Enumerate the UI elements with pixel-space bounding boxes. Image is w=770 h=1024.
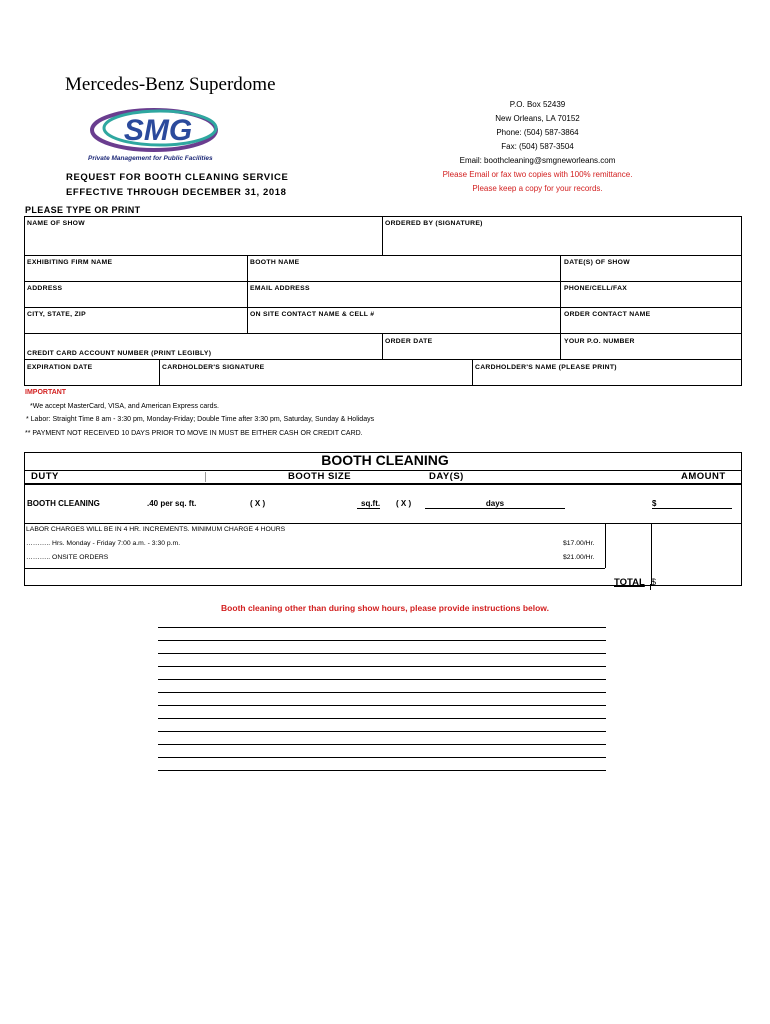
weekday-rate: $17.00/Hr. [563, 540, 595, 547]
instruction-line[interactable] [158, 705, 606, 706]
instruction-line[interactable] [158, 692, 606, 693]
instruction-line[interactable] [158, 770, 606, 771]
col-duty: DUTY [31, 471, 59, 482]
order-date-field[interactable]: ORDER DATE [385, 338, 433, 345]
phone: Phone: (504) 587-3864 [496, 128, 579, 137]
instructions-heading: Booth cleaning other than during show hours, please provide instructions below. [221, 603, 549, 613]
logo-text: SMG [123, 114, 193, 147]
order-contact-field[interactable]: ORDER CONTACT NAME [564, 311, 651, 318]
request-title: REQUEST FOR BOOTH CLEANING SERVICE [66, 172, 289, 183]
labor-note: LABOR CHARGES WILL BE IN 4 HR. INCREMENTS. MINIMUM CHARGE 4 HOURS [26, 526, 286, 533]
total-divider [650, 584, 651, 590]
po-number-field[interactable]: YOUR P.O. NUMBER [564, 338, 635, 345]
instruction-line[interactable] [158, 627, 606, 628]
note-labor: * Labor: Straight Time 8 am - 3:30 pm, Monday-Friday; Double Time after 3:30 pm, Saturday, Sunday & Holidays [26, 416, 375, 423]
cardholder-name-field[interactable]: CARDHOLDER'S NAME (PLEASE PRINT) [475, 364, 617, 371]
email-address-field[interactable]: EMAIL ADDRESS [250, 285, 310, 292]
amount-input[interactable]: $ [652, 499, 732, 509]
booth-cleaning-title: BOOTH CLEANING [321, 452, 449, 468]
col-booth-size: BOOTH SIZE [288, 471, 352, 482]
instruction-line[interactable] [158, 744, 606, 745]
notice-copy: Please keep a copy for your records. [472, 184, 603, 193]
po-box: P.O. Box 52439 [509, 100, 566, 109]
booth-cleaning-table [24, 452, 742, 586]
row-booth-cleaning: BOOTH CLEANING [27, 499, 100, 508]
fax: Fax: (504) 587-3504 [501, 142, 574, 151]
booth-name-field[interactable]: BOOTH NAME [250, 259, 300, 266]
onsite-orders[interactable]: ……….. ONSITE ORDERS [26, 554, 109, 561]
total-label: TOTAL [614, 577, 645, 588]
instruction-line[interactable] [158, 640, 606, 641]
note-cards: *We accept MasterCard, VISA, and American Express cards. [30, 403, 219, 410]
onsite-contact-field[interactable]: ON SITE CONTACT NAME & CELL # [250, 311, 375, 318]
instruction-line[interactable] [158, 757, 606, 758]
instruction-line[interactable] [158, 666, 606, 667]
contact-block [400, 98, 675, 196]
exhibiting-firm-field[interactable]: EXHIBITING FIRM NAME [27, 259, 113, 266]
col-amount: AMOUNT [681, 471, 726, 482]
name-of-show-field[interactable]: NAME OF SHOW [27, 220, 85, 227]
multiply-2: ( X ) [396, 499, 412, 508]
rate: .40 per sq. ft. [147, 499, 197, 508]
tagline: Private Management for Public Facilities [88, 155, 213, 162]
phone-cell-fax-field[interactable]: PHONE/CELL/FAX [564, 285, 628, 292]
instruction-line[interactable] [158, 653, 606, 654]
cardholder-signature-field[interactable]: CARDHOLDER'S SIGNATURE [162, 364, 265, 371]
address-field[interactable]: ADDRESS [27, 285, 63, 292]
city-state-zip-field[interactable]: CITY, STATE, ZIP [27, 311, 86, 318]
venue-title: Mercedes-Benz Superdome [65, 74, 276, 95]
instruction-line[interactable] [158, 731, 606, 732]
effective-date: EFFECTIVE THROUGH DECEMBER 31, 2018 [66, 187, 287, 198]
ordered-by-field[interactable]: ORDERED BY (SIGNATURE) [385, 220, 483, 227]
request-title-block [66, 170, 288, 200]
col-days: DAY(S) [429, 471, 464, 482]
instruction-line[interactable] [158, 679, 606, 680]
form-heading: PLEASE TYPE OR PRINT [25, 205, 141, 215]
email: Email: boothcleaning@smgneworleans.com [459, 156, 616, 165]
total-amount[interactable]: $ [651, 577, 657, 587]
days-input[interactable]: days [425, 499, 565, 509]
weekday-hours[interactable]: ……….. Hrs. Monday - Friday 7:00 a.m. - 3:30 p.m. [26, 540, 181, 547]
exhibitor-form [24, 216, 742, 386]
onsite-rate: $21.00/Hr. [563, 554, 595, 561]
expiration-field[interactable]: EXPIRATION DATE [27, 364, 93, 371]
dates-of-show-field[interactable]: DATE(S) OF SHOW [564, 259, 630, 266]
note-payment: ** PAYMENT NOT RECEIVED 10 DAYS PRIOR TO MOVE IN MUST BE EITHER CASH OR CREDIT CARD. [25, 430, 363, 437]
instruction-line[interactable] [158, 718, 606, 719]
credit-card-field[interactable]: CREDIT CARD ACCOUNT NUMBER (PRINT LEGIBLY) [27, 350, 212, 357]
important-label: IMPORTANT [25, 389, 67, 396]
sqft-input[interactable]: sq.ft. [357, 499, 380, 509]
multiply-1: ( X ) [250, 499, 266, 508]
city-line: New Orleans, LA 70152 [495, 114, 580, 123]
notice-remittance: Please Email or fax two copies with 100% remittance. [442, 170, 633, 179]
